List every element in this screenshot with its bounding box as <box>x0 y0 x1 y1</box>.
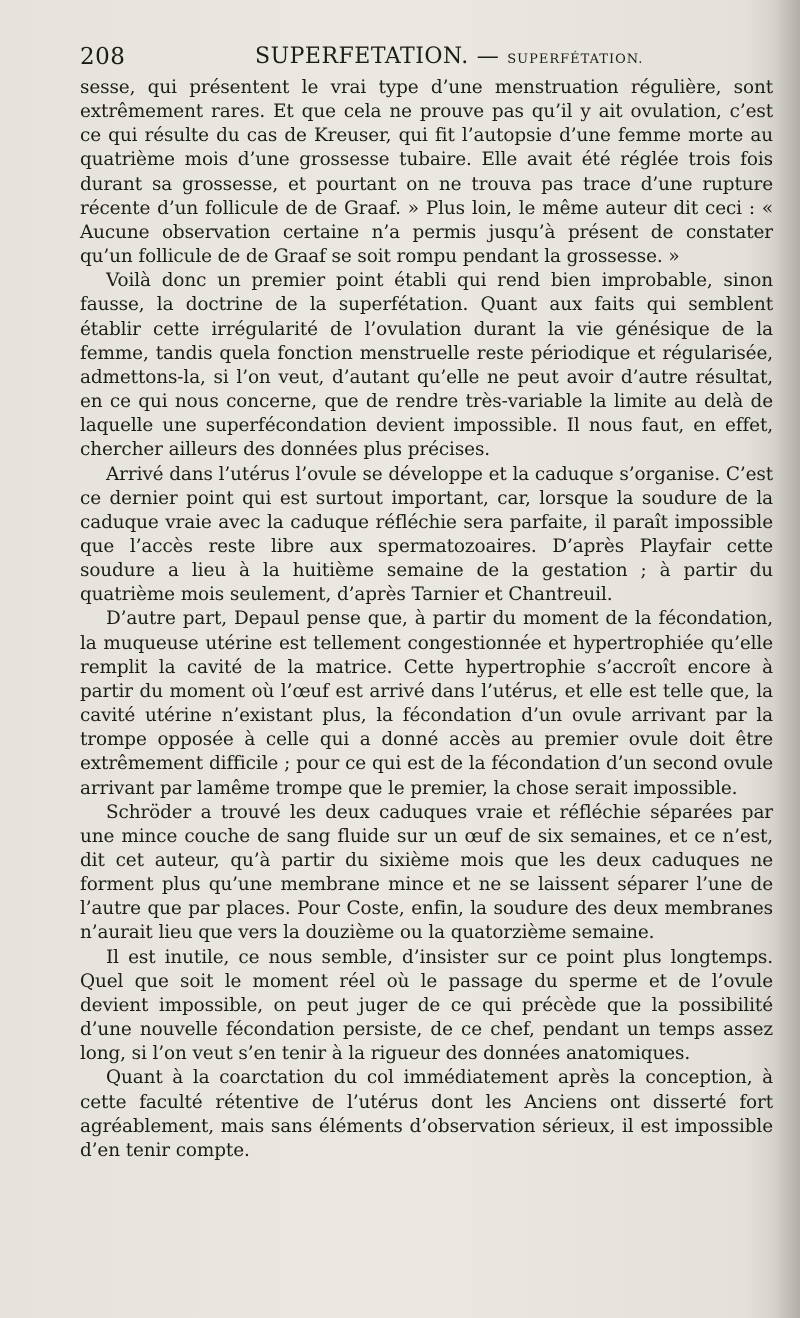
paragraph-1: sesse, qui présentent le vrai type d’une menstruation régulière, sont extrêmement rares. Et que cela ne prouve pas qu’il y ait ovulation, c’est ce qui résulte du cas de Kreuser, qui fit l’autopsie d’une femme morte au quatrième mois d’une grossesse tubaire. Elle avait été réglée trois fois durant sa grossesse, et pourtant on ne trouva pas trace d’une rupture récente d’un follicule de de Graaf. » Plus loin, le même auteur dit ceci : « Aucune observation certaine n’a permis jusqu’à présent de constater qu’un follicule de de Graaf se soit rompu pendant la grossesse. » <box>80 77 773 268</box>
paragraph-7: Quant à la coarctation du col immédiatement après la conception, à cette faculté rétentive de l’utérus dont les Anciens ont disserté fort agréablement, mais sans éléments d’observation sérieux, il est impossible d’en tenir compte. <box>80 1067 773 1161</box>
paragraph-6: Il est inutile, ce nous semble, d’insister sur ce point plus longtemps. Quel que soit le moment réel où le passage du sperme et de l’ovule devient impossible, on peut juger de ce qui précède que la possibilité d’une nouvelle fécondation persiste, de ce chef, pendant un temps assez long, si l’on veut s’en tenir à la rigueur des données anatomiques. <box>80 946 773 1065</box>
body-text <box>80 76 773 1163</box>
page-edge-shadow <box>774 0 800 1318</box>
running-head-title: SUPERFETATION. <box>255 44 469 69</box>
paragraph-3: Arrivé dans l’utérus l’ovule se développe et la caduque s’organise. C’est ce dernier point qui est surtout important, car, lorsque la soudure de la caduque vraie avec la caduque réfléchie sera parfaite, il paraît impossible que l’accès reste libre aux spermatozoaires. D’après Playfair cette soudure a lieu à la huitième semaine de la gestation ; à partir du quatrième mois seulement, d’après Tarnier et Chantreuil. <box>80 463 773 606</box>
paragraph-2: Voilà donc un premier point établi qui rend bien improbable, sinon fausse, la doctrine de la superfétation. Quant aux faits qui semblent établir cette irrégularité de l’ovulation durant la vie génésique de la femme, tandis quela fonction menstruelle reste périodique et régularisée, admettons-la, si l’on veut, d’autant qu’elle ne peut avoir d’autre résultat, en ce qui nous concerne, que de rendre très-variable la limite au delà de laquelle une superfécondation devient impossible. Il nous faut, en effet, chercher ailleurs des données plus précises. <box>80 270 773 461</box>
running-head <box>255 44 643 69</box>
page-header <box>80 44 772 78</box>
running-head-separator: — <box>476 44 500 69</box>
paragraph-4: D’autre part, Depaul pense que, à partir du moment de la fécondation, la muqueuse utérine est tellement congestionnée et hypertrophiée qu’elle remplit la cavité de la matrice. Cette hypertrophie s’accroît encore à partir du moment où l’œuf est arrivé dans l’utérus, et elle est telle que, la cavité utérine n’existant plus, la fécondation d’un ovule arrivant par la trompe opposée à celle qui a donné accès au premier ovule doit être extrêmement difficile ; pour ce qui est de la fécondation d’un second ovule arrivant par lamême trompe que le premier, la chose serait impossible. <box>80 608 773 799</box>
page-number: 208 <box>80 44 126 70</box>
running-head-subtitle: SUPERFÉTATION. <box>507 52 644 67</box>
paragraph-5: Schröder a trouvé les deux caduques vraie et réfléchie séparées par une mince couche de sang fluide sur un œuf de six semaines, et ce n’est, dit cet auteur, qu’à partir du sixième mois que les deux caduques ne forment plus qu’une membrane mince et ne se laissent séparer l’une de l’autre que par places. Pour Coste, enfin, la soudure des deux membranes n’aurait lieu que vers la douzième ou la quatorzième semaine. <box>80 801 773 944</box>
